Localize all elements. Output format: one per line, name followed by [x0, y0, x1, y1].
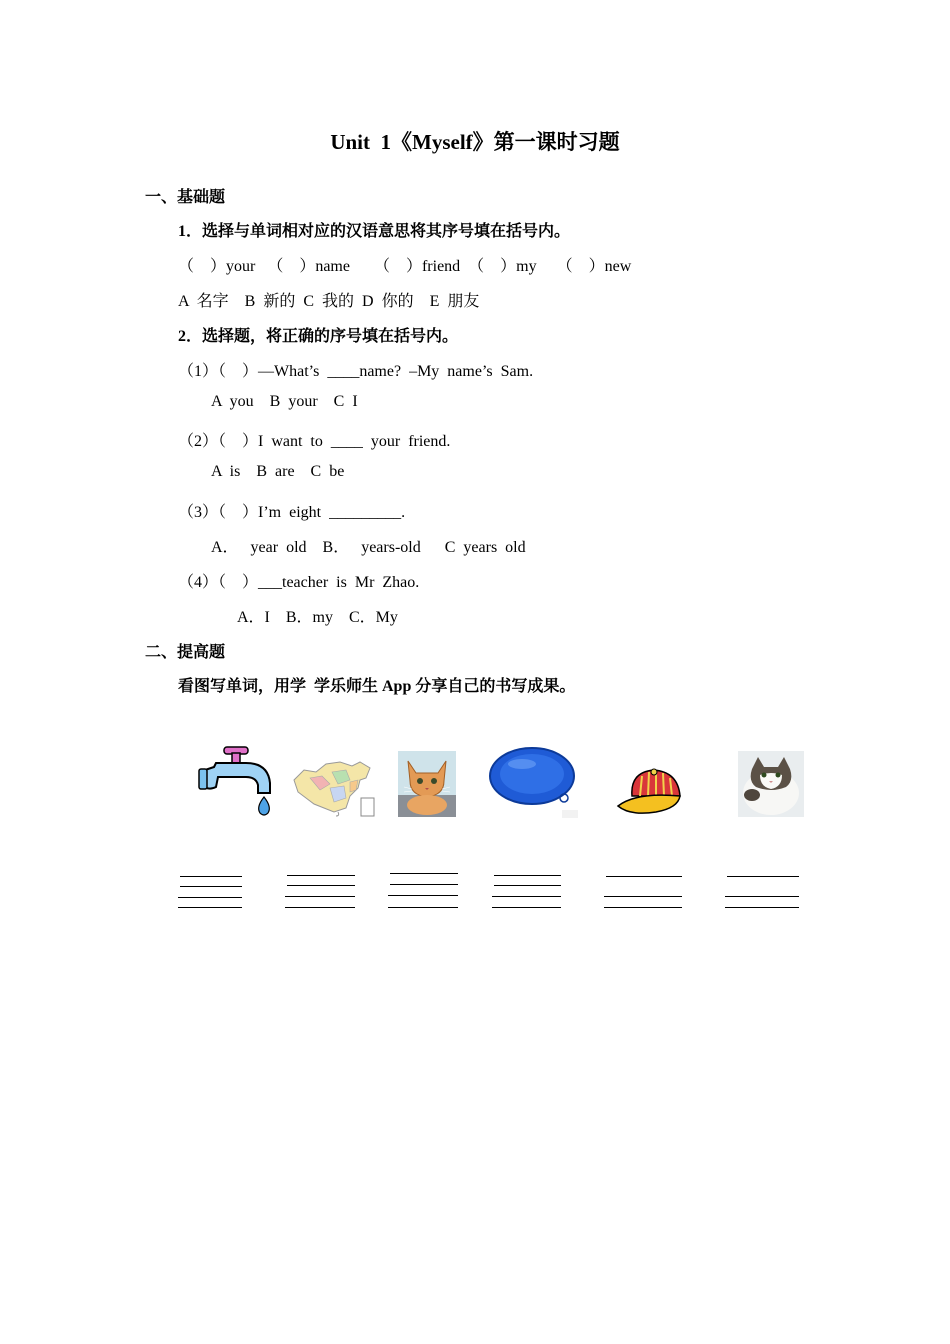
question-2-item-1-options: A you B your C I	[211, 393, 358, 410]
question-1-options: A 名字 B 新的 C 我的 D 你的 E 朋友	[178, 293, 480, 310]
writing-line	[604, 896, 682, 897]
cap-icon	[616, 766, 686, 818]
writing-line	[178, 897, 242, 898]
writing-line	[388, 895, 458, 896]
writing-line	[494, 885, 561, 886]
writing-line	[492, 896, 561, 897]
tap-icon	[198, 745, 276, 819]
writing-line	[725, 896, 799, 897]
writing-line	[390, 873, 458, 874]
cat-icon	[738, 751, 804, 817]
question-1-prompt: 1．选择与单词相对应的汉语意思将其序号填在括号内。	[178, 223, 571, 240]
question-2-item-4-options: A．I B．my C．My	[237, 609, 398, 626]
section-heading-advanced: 二、提高题	[145, 644, 226, 661]
writing-line	[285, 896, 355, 897]
writing-line	[180, 876, 242, 877]
kitten-icon	[398, 751, 456, 817]
writing-line	[492, 907, 561, 908]
writing-line	[604, 907, 682, 908]
section-heading-basic: 一、基础题	[145, 189, 226, 206]
writing-line	[388, 907, 458, 908]
writing-line	[285, 907, 355, 908]
question-2-item-3-options: A． year old B． years-old C years old	[211, 539, 526, 556]
question-2-item-3: （3）（ ）I’m eight _________.	[178, 504, 406, 521]
question-2-item-4: （4）（ ）___teacher is Mr Zhao.	[178, 574, 420, 591]
plate-icon	[488, 744, 580, 820]
writing-line	[494, 875, 561, 876]
page-title: Unit 1《Myself》第一课时习题	[330, 130, 620, 154]
map-icon	[290, 758, 376, 818]
writing-line	[180, 886, 242, 887]
section-2-instruction: 看图写单词，用学 学乐师生 App 分享自己的书写成果。	[178, 678, 576, 695]
writing-line	[178, 907, 242, 908]
writing-line	[390, 884, 458, 885]
writing-line	[287, 885, 355, 886]
question-2-item-2: （2）（ ）I want to ____ your friend.	[178, 433, 451, 450]
writing-line	[606, 876, 682, 877]
question-2-item-1: （1）（ ）—What’s ____name? –My name’s Sam.	[178, 363, 534, 380]
question-1-blanks: （ ）your （ ）name （ ）friend （ ）my （ ）new	[178, 258, 632, 275]
writing-line	[287, 875, 355, 876]
question-2-item-2-options: A is B are C be	[211, 463, 345, 480]
writing-line	[725, 907, 799, 908]
question-2-prompt: 2．选择题，将正确的序号填在括号内。	[178, 328, 459, 345]
writing-line	[727, 876, 799, 877]
